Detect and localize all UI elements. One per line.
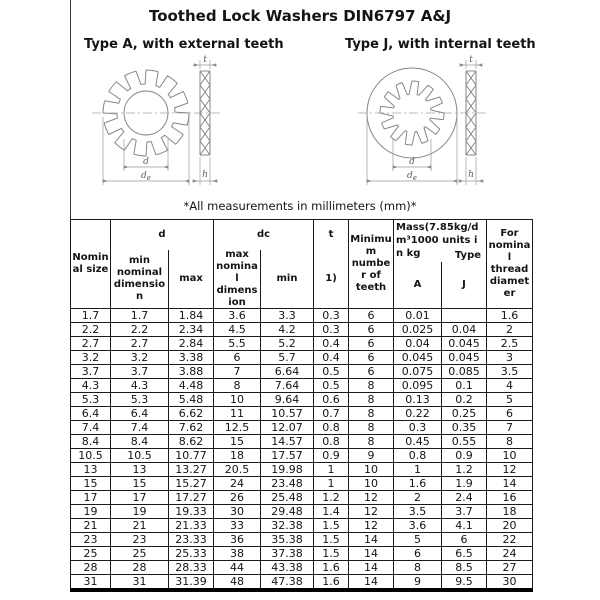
- table-cell: 2: [487, 323, 533, 337]
- table-cell: 17.57: [261, 449, 314, 463]
- table-cell: 1: [314, 463, 349, 477]
- table-cell: 12: [487, 463, 533, 477]
- table-cell: 9.64: [261, 393, 314, 407]
- table-row: [71, 435, 533, 449]
- table-cell: 2.7: [71, 337, 111, 351]
- table-cell: 2.84: [169, 337, 214, 351]
- table-cell: 18: [487, 505, 533, 519]
- table-cell: 1.6: [487, 309, 533, 323]
- table-cell: 3.7: [442, 505, 487, 519]
- table-cell: 4.2: [261, 323, 314, 337]
- table-cell: 27: [487, 561, 533, 575]
- table-cell: 0.6: [314, 393, 349, 407]
- col-header-min-teeth: Minimum number of teeth: [349, 220, 394, 309]
- table-cell: 10: [214, 393, 261, 407]
- table-cell: 0.4: [314, 337, 349, 351]
- table-cell: 0.5: [314, 379, 349, 393]
- table-body: [71, 309, 533, 591]
- table-cell: 10.5: [71, 449, 111, 463]
- table-cell: 7.62: [169, 421, 214, 435]
- table-cell: 12.07: [261, 421, 314, 435]
- table-cell: 8: [349, 421, 394, 435]
- table-cell: 0.22: [394, 407, 442, 421]
- table-cell: 6.4: [71, 407, 111, 421]
- table-cell: 13: [111, 463, 169, 477]
- table-cell: 28: [111, 561, 169, 575]
- table-cell: 0.8: [314, 435, 349, 449]
- table-row: [71, 561, 533, 575]
- table-cell: 12: [349, 491, 394, 505]
- col-header-t: [314, 220, 349, 309]
- table-row: [71, 393, 533, 407]
- table-cell: 19: [111, 505, 169, 519]
- table-cell: 22: [487, 533, 533, 547]
- table-cell: 6: [349, 323, 394, 337]
- table-cell: 0.085: [442, 365, 487, 379]
- table-cell: 0.04: [394, 337, 442, 351]
- table-cell: 4.1: [442, 519, 487, 533]
- mass-group-label: Mass(7.85kg/dm³1000 units in kg Type: [396, 222, 482, 261]
- table-cell: 17.27: [169, 491, 214, 505]
- table-cell: 0.25: [442, 407, 487, 421]
- table-cell: 10.57: [261, 407, 314, 421]
- table-cell: 30: [487, 575, 533, 591]
- type-a-diagram: [74, 55, 264, 205]
- table-cell: 5.7: [261, 351, 314, 365]
- table-cell: 1.4: [314, 505, 349, 519]
- table-cell: 28.33: [169, 561, 214, 575]
- table-cell: 6: [349, 365, 394, 379]
- table-cell: 25: [111, 547, 169, 561]
- table-row: [71, 575, 533, 591]
- table-cell: 6: [442, 533, 487, 547]
- table-row: [71, 323, 533, 337]
- table-row: [71, 449, 533, 463]
- h-dimension-label: h: [468, 170, 474, 180]
- table-cell: 6: [349, 309, 394, 323]
- table-cell: 4: [487, 379, 533, 393]
- table-cell: 3.7: [71, 365, 111, 379]
- table-row: [71, 421, 533, 435]
- table-cell: 7.4: [71, 421, 111, 435]
- t-group-label: t: [328, 229, 334, 240]
- table-cell: 31.39: [169, 575, 214, 591]
- table-row: [71, 547, 533, 561]
- col-header-dc-max: max nominal dimension: [216, 249, 258, 308]
- table-cell: 6.4: [111, 407, 169, 421]
- table-cell: 35.38: [261, 533, 314, 547]
- table-cell: 17: [111, 491, 169, 505]
- table-cell: 21.33: [169, 519, 214, 533]
- table-cell: 28: [71, 561, 111, 575]
- table-cell: 15: [214, 435, 261, 449]
- d-dimension-label: d: [409, 157, 415, 167]
- table-cell: 2.4: [442, 491, 487, 505]
- table-cell: 0.045: [394, 351, 442, 365]
- table-cell: 1.7: [111, 309, 169, 323]
- table-cell: 14: [349, 575, 394, 591]
- col-header-mass-j: J: [441, 262, 486, 308]
- table-cell: 4.3: [71, 379, 111, 393]
- table-cell: 1.5: [314, 519, 349, 533]
- col-header-d-group: [111, 220, 214, 309]
- table-cell: 4.48: [169, 379, 214, 393]
- table-cell: 16: [487, 491, 533, 505]
- table-cell: 0.4: [314, 351, 349, 365]
- table-cell: 0.55: [442, 435, 487, 449]
- table-header-row: [71, 220, 533, 309]
- table-cell: 13: [71, 463, 111, 477]
- table-cell: 3.88: [169, 365, 214, 379]
- table-cell: 10: [487, 449, 533, 463]
- table-cell: 6: [349, 337, 394, 351]
- col-header-dc-group: [214, 220, 314, 309]
- table-cell: 23.48: [261, 477, 314, 491]
- table-cell: 10.5: [111, 449, 169, 463]
- table-cell: 14: [487, 477, 533, 491]
- table-cell: 6.64: [261, 365, 314, 379]
- table-cell: 48: [214, 575, 261, 591]
- table-cell: 14: [349, 547, 394, 561]
- page-title: Toothed Lock Washers DIN6797 A&J: [148, 7, 452, 25]
- table-cell: 1.5: [314, 533, 349, 547]
- table-cell: 0.3: [394, 421, 442, 435]
- t-dimension-label: t: [203, 55, 207, 65]
- table-cell: 38: [214, 547, 261, 561]
- table-cell: 23: [111, 533, 169, 547]
- table-cell: 0.1: [442, 379, 487, 393]
- spec-table: [70, 219, 533, 592]
- t-footnote-label: 1): [325, 273, 337, 284]
- table-cell: 19.33: [169, 505, 214, 519]
- table-row: [71, 309, 533, 323]
- table-cell: 1.6: [314, 575, 349, 591]
- table-cell: 3.7: [111, 365, 169, 379]
- type-a-caption: Type A, with external teeth: [84, 37, 284, 52]
- table-cell: 0.045: [442, 337, 487, 351]
- col-header-d-max: max: [168, 250, 213, 308]
- table-cell: 30: [214, 505, 261, 519]
- table-cell: 12.5: [214, 421, 261, 435]
- table-cell: 0.3: [314, 323, 349, 337]
- table-cell: 5.48: [169, 393, 214, 407]
- table-row: [71, 491, 533, 505]
- table-cell: 1.84: [169, 309, 214, 323]
- table-row: [71, 533, 533, 547]
- table-cell: 3.5: [487, 365, 533, 379]
- table-cell: 26: [214, 491, 261, 505]
- table-cell: 7: [214, 365, 261, 379]
- col-header-nominal-size: Nominal size: [71, 220, 111, 309]
- table-cell: 1.2: [442, 463, 487, 477]
- col-header-dc-min: min: [260, 250, 313, 308]
- table-cell: 8: [349, 393, 394, 407]
- table-cell: 5.5: [214, 337, 261, 351]
- table-cell: 6: [349, 351, 394, 365]
- table-cell: 5: [394, 533, 442, 547]
- table-cell: 17: [71, 491, 111, 505]
- table-cell: 1.2: [314, 491, 349, 505]
- table-cell: 15: [111, 477, 169, 491]
- table-cell: 3.5: [394, 505, 442, 519]
- table-cell: 3.2: [71, 351, 111, 365]
- table-cell: 1.9: [442, 477, 487, 491]
- table-cell: 36: [214, 533, 261, 547]
- table-cell: 6: [394, 547, 442, 561]
- table-cell: 6: [487, 407, 533, 421]
- table-cell: 37.38: [261, 547, 314, 561]
- table-cell: 3.3: [261, 309, 314, 323]
- table-cell: 2.7: [111, 337, 169, 351]
- table-cell: 25: [71, 547, 111, 561]
- table-cell: 14: [349, 561, 394, 575]
- table-cell: 0.095: [394, 379, 442, 393]
- table-cell: 15: [71, 477, 111, 491]
- table-cell: 0.045: [442, 351, 487, 365]
- table-cell: 8.5: [442, 561, 487, 575]
- table-cell: 6.62: [169, 407, 214, 421]
- table-cell: 0.01: [394, 309, 442, 323]
- table-cell: 10: [349, 463, 394, 477]
- table-cell: 44: [214, 561, 261, 575]
- table-cell: 12: [349, 519, 394, 533]
- table-cell: 10.77: [169, 449, 214, 463]
- table-cell: 3.2: [111, 351, 169, 365]
- table-cell: 0.35: [442, 421, 487, 435]
- d-group-label: d: [158, 229, 166, 240]
- table-cell: 6: [214, 351, 261, 365]
- table-row: [71, 505, 533, 519]
- table-cell: 20.5: [214, 463, 261, 477]
- table-cell: 3.38: [169, 351, 214, 365]
- table-cell: 0.2: [442, 393, 487, 407]
- table-cell: 2.2: [111, 323, 169, 337]
- t-dimension-label: t: [469, 55, 473, 65]
- table-row: [71, 519, 533, 533]
- table-cell: 31: [71, 575, 111, 591]
- table-cell: 7.4: [111, 421, 169, 435]
- table-cell: 3: [487, 351, 533, 365]
- table-cell: 0.7: [314, 407, 349, 421]
- table-row: [71, 351, 533, 365]
- table-cell: 0.8: [314, 421, 349, 435]
- table-cell: 1.6: [394, 477, 442, 491]
- table-cell: 8.62: [169, 435, 214, 449]
- table-cell: 1: [394, 463, 442, 477]
- table-cell: 8: [394, 561, 442, 575]
- table-cell: 6.5: [442, 547, 487, 561]
- mass-type-label: Type: [454, 250, 482, 261]
- table-cell: 0.45: [394, 435, 442, 449]
- d-dimension-label: d: [143, 157, 149, 167]
- col-header-thread: For nominal thread diameter: [487, 220, 533, 309]
- table-cell: 19: [71, 505, 111, 519]
- table-cell: 1.6: [314, 561, 349, 575]
- table-cell: 1: [314, 477, 349, 491]
- table-cell: 9: [349, 449, 394, 463]
- page-left-rule: [70, 0, 71, 220]
- table-cell: 5.3: [71, 393, 111, 407]
- table-cell: 5: [487, 393, 533, 407]
- table-cell: 8.4: [71, 435, 111, 449]
- table-cell: 31: [111, 575, 169, 591]
- table-cell: 32.38: [261, 519, 314, 533]
- table-cell: 7.64: [261, 379, 314, 393]
- table-cell: 8: [214, 379, 261, 393]
- table-cell: 0.3: [314, 309, 349, 323]
- table-row: [71, 407, 533, 421]
- table-cell: 9.5: [442, 575, 487, 591]
- table-cell: 25.48: [261, 491, 314, 505]
- table-cell: 2: [394, 491, 442, 505]
- table-cell: 18: [214, 449, 261, 463]
- table-row: [71, 463, 533, 477]
- table-cell: 19.98: [261, 463, 314, 477]
- table-cell: 8: [349, 407, 394, 421]
- table-cell: 8: [487, 435, 533, 449]
- table-cell: 2.2: [71, 323, 111, 337]
- table-cell: 2.34: [169, 323, 214, 337]
- table-cell: 0.5: [314, 365, 349, 379]
- measurement-note: *All measurements in millimeters (mm)*: [183, 199, 417, 213]
- table-cell: 9: [394, 575, 442, 591]
- table-cell: 23.33: [169, 533, 214, 547]
- de-dimension-label: $d_e$: [141, 171, 151, 182]
- table-row: [71, 365, 533, 379]
- table-cell: 21: [111, 519, 169, 533]
- table-cell: 0.13: [394, 393, 442, 407]
- table-cell: 11: [214, 407, 261, 421]
- table-cell: 0.9: [442, 449, 487, 463]
- table-cell: 12: [349, 505, 394, 519]
- table-cell: 8.4: [111, 435, 169, 449]
- table-cell: 7: [487, 421, 533, 435]
- table-row: [71, 477, 533, 491]
- type-j-diagram: [340, 55, 530, 205]
- table-cell: 0.8: [394, 449, 442, 463]
- table-cell: 21: [71, 519, 111, 533]
- table-cell: 43.38: [261, 561, 314, 575]
- table-cell: 4.3: [111, 379, 169, 393]
- table-cell: 33: [214, 519, 261, 533]
- table-cell: 8: [349, 379, 394, 393]
- col-header-mass-group: [394, 220, 487, 309]
- col-header-mass-a: A: [413, 279, 422, 290]
- h-dimension-label: h: [202, 170, 208, 180]
- table-cell: 5.3: [111, 393, 169, 407]
- table-row: [71, 337, 533, 351]
- table-cell: 1.5: [314, 547, 349, 561]
- table-cell: 3.6: [214, 309, 261, 323]
- table-cell: 25.33: [169, 547, 214, 561]
- dc-group-label: dc: [256, 229, 271, 240]
- table-cell: 13.27: [169, 463, 214, 477]
- table-cell: 15.27: [169, 477, 214, 491]
- type-j-caption: Type J, with internal teeth: [345, 37, 536, 52]
- table-cell: 8: [349, 435, 394, 449]
- table-cell: 0.075: [394, 365, 442, 379]
- col-header-d-min: min nominal dimension: [113, 255, 166, 302]
- table-cell: 29.48: [261, 505, 314, 519]
- table-row: [71, 379, 533, 393]
- table-cell: 20: [487, 519, 533, 533]
- table-cell: 10: [349, 477, 394, 491]
- table-cell: 2.5: [487, 337, 533, 351]
- table-cell: 14.57: [261, 435, 314, 449]
- de-dimension-label: $d_e$: [407, 171, 417, 182]
- table-cell: 0.04: [442, 323, 487, 337]
- table-cell: 14: [349, 533, 394, 547]
- table-cell: [442, 309, 487, 323]
- table-cell: 3.6: [394, 519, 442, 533]
- table-cell: 4.5: [214, 323, 261, 337]
- table-cell: 47.38: [261, 575, 314, 591]
- table-cell: 0.9: [314, 449, 349, 463]
- table-cell: 24: [214, 477, 261, 491]
- table-cell: 23: [71, 533, 111, 547]
- table-cell: 24: [487, 547, 533, 561]
- table-cell: 1.7: [71, 309, 111, 323]
- table-cell: 0.025: [394, 323, 442, 337]
- table-cell: 5.2: [261, 337, 314, 351]
